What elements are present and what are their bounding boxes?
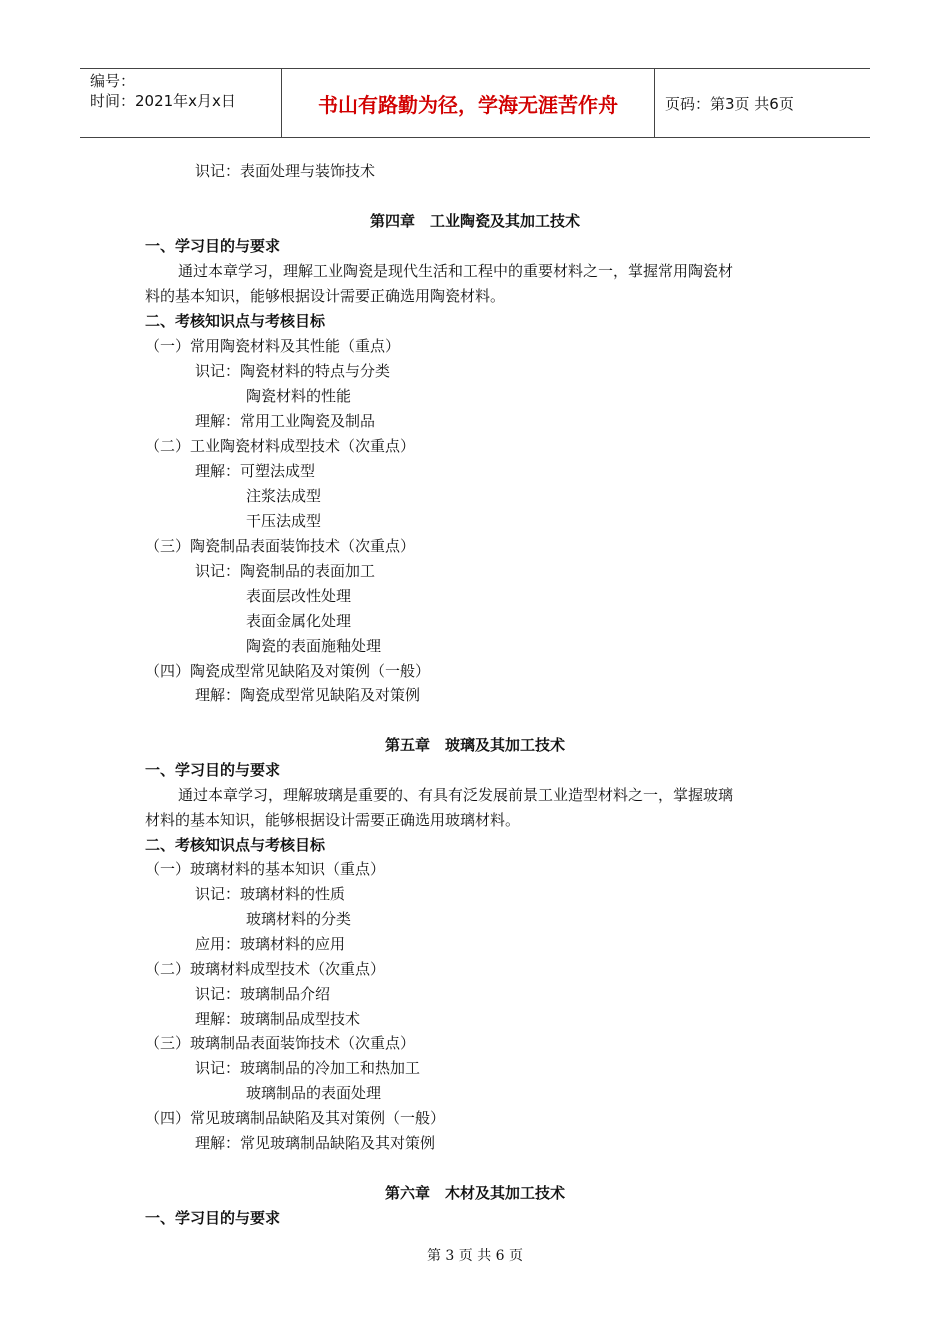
body-line: 理解：常用工业陶瓷及制品 (195, 412, 376, 430)
body-line: 陶瓷的表面施釉处理 (246, 637, 382, 655)
paragraph-line: 料的基本知识，能够根据设计需要正确选用陶瓷材料。 (145, 287, 506, 305)
body-line: 玻璃制品的表面处理 (246, 1084, 382, 1102)
paragraph-line: 材料的基本知识，能够根据设计需要正确选用玻璃材料。 (145, 811, 521, 829)
body-line: 应用：玻璃材料的应用 (195, 935, 346, 953)
body-line: 识记：陶瓷制品的表面加工 (195, 562, 376, 580)
subsection-line: （四）常见玻璃制品缺陷及其对策例（一般） (145, 1109, 446, 1127)
header-page-info: 页码：第3页 共6页 (665, 94, 794, 113)
chapter-heading: 第五章 玻璃及其加工技术 (384, 736, 565, 754)
page-header (80, 68, 870, 138)
body-line: 表面金属化处理 (246, 612, 352, 630)
chapter-heading: 第六章 木材及其加工技术 (384, 1184, 565, 1202)
body-line: 理解：陶瓷成型常见缺陷及对策例 (195, 686, 421, 704)
subsection-line: （一）玻璃材料的基本知识（重点） (145, 860, 386, 878)
body-line: 干压法成型 (246, 512, 322, 530)
body-line: 理解：可塑法成型 (195, 462, 316, 480)
section-heading: 一、学习目的与要求 (145, 1209, 281, 1227)
header-info-cell (80, 69, 282, 137)
subsection-line: （二）玻璃材料成型技术（次重点） (145, 960, 386, 978)
body-line: 注浆法成型 (246, 487, 322, 505)
document-date-label: 时间：2021年x月x日 (90, 92, 236, 110)
page-footer: 第 3 页 共 6 页 (426, 1248, 524, 1264)
paragraph-line: 通过本章学习，理解玻璃是重要的、有具有泛发展前景工业造型材料之一，掌握玻璃 (178, 786, 734, 804)
subsection-line: （二）工业陶瓷材料成型技术（次重点） (145, 437, 416, 455)
body-line: 陶瓷材料的性能 (246, 387, 352, 405)
subsection-line: （一）常用陶瓷材料及其性能（重点） (145, 337, 401, 355)
section-heading: 一、学习目的与要求 (145, 237, 281, 255)
body-line: 识记：陶瓷材料的特点与分类 (195, 362, 391, 380)
body-line: 识记：玻璃制品介绍 (195, 985, 331, 1003)
body-line: 识记：玻璃材料的性质 (195, 885, 346, 903)
body-line: 表面层改性处理 (246, 587, 352, 605)
section-heading: 二、考核知识点与考核目标 (145, 836, 326, 854)
subsection-line: （四）陶瓷成型常见缺陷及对策例（一般） (145, 662, 431, 680)
section-heading: 一、学习目的与要求 (145, 761, 281, 779)
body-line: 理解：常见玻璃制品缺陷及其对策例 (195, 1134, 436, 1152)
header-motto: 书山有路勤为径，学海无涯苦作舟 (282, 69, 655, 137)
chapter-heading: 第四章 工业陶瓷及其加工技术 (369, 212, 580, 230)
section-heading: 二、考核知识点与考核目标 (145, 312, 326, 330)
body-line: 玻璃材料的分类 (246, 910, 352, 928)
body-line: 理解：玻璃制品成型技术 (195, 1010, 361, 1028)
document-number-label: 编号： (90, 72, 136, 90)
subsection-line: （三）玻璃制品表面装饰技术（次重点） (145, 1034, 416, 1052)
body-line: 识记：玻璃制品的冷加工和热加工 (195, 1059, 421, 1077)
subsection-line: （三）陶瓷制品表面装饰技术（次重点） (145, 537, 416, 555)
paragraph-line: 通过本章学习，理解工业陶瓷是现代生活和工程中的重要材料之一，掌握常用陶瓷材 (178, 262, 734, 280)
body-line: 识记：表面处理与装饰技术 (195, 162, 376, 180)
